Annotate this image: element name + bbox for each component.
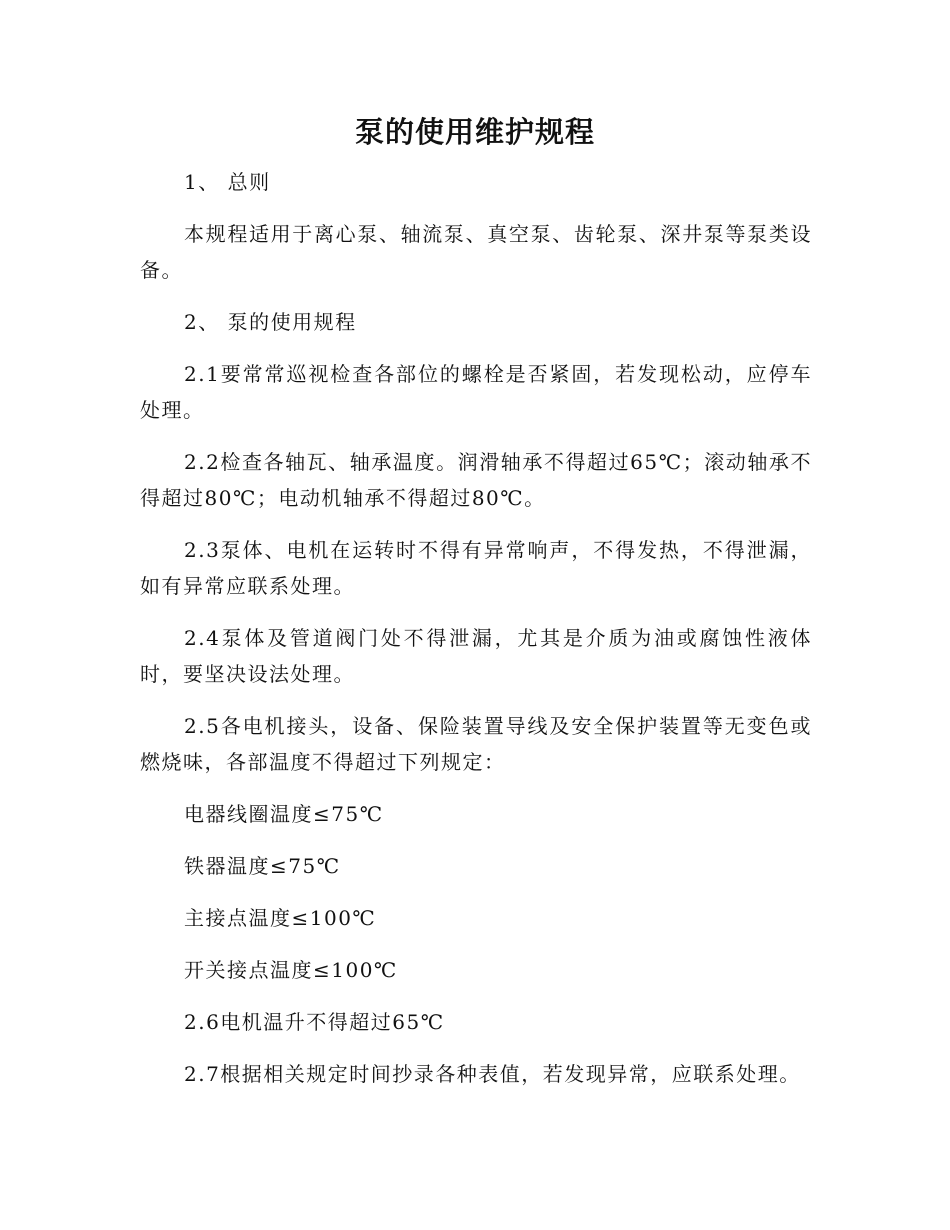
- section-heading-general: 1、 总则: [184, 170, 271, 194]
- paragraph-2-3: 2.3泵体、电机在运转时不得有异常响声，不得发热，不得泄漏，如有异常应联系处理。: [140, 538, 812, 598]
- paragraph-2-4: 2.4泵体及管道阀门处不得泄漏，尤其是介质为油或腐蚀性液体时，要坚决设法处理。: [140, 626, 812, 686]
- document-title: 泵的使用维护规程: [354, 115, 595, 149]
- document-body: [140, 164, 812, 1108]
- temperature-limit-iron: 铁器温度≤75℃: [184, 854, 341, 878]
- paragraph-2-2: 2.2检查各轴瓦、轴承温度。润滑轴承不得超过65℃；滚动轴承不得超过80℃；电动机轴承不得超过80℃。: [140, 450, 812, 510]
- temperature-limit-switch-contact: 开关接点温度≤100℃: [184, 958, 398, 982]
- paragraph-2-6: 2.6电机温升不得超过65℃: [184, 1010, 445, 1034]
- paragraph-scope: 本规程适用于离心泵、轴流泵、真空泵、齿轮泵、深井泵等泵类设备。: [140, 222, 812, 282]
- temperature-limit-coil: 电器线圈温度≤75℃: [184, 802, 384, 826]
- temperature-limit-main-contact: 主接点温度≤100℃: [184, 906, 377, 930]
- paragraph-2-1: 2.1要常常巡视检查各部位的螺栓是否紧固，若发现松动，应停车处理。: [140, 362, 812, 422]
- section-heading-usage: 2、 泵的使用规程: [184, 310, 357, 334]
- paragraph-2-7: 2.7根据相关规定时间抄录各种表值，若发现异常，应联系处理。: [184, 1062, 801, 1086]
- paragraph-2-5: 2.5各电机接头，设备、保险装置导线及安全保护装置等无变色或燃烧味，各部温度不得超过下列规定：: [140, 714, 812, 774]
